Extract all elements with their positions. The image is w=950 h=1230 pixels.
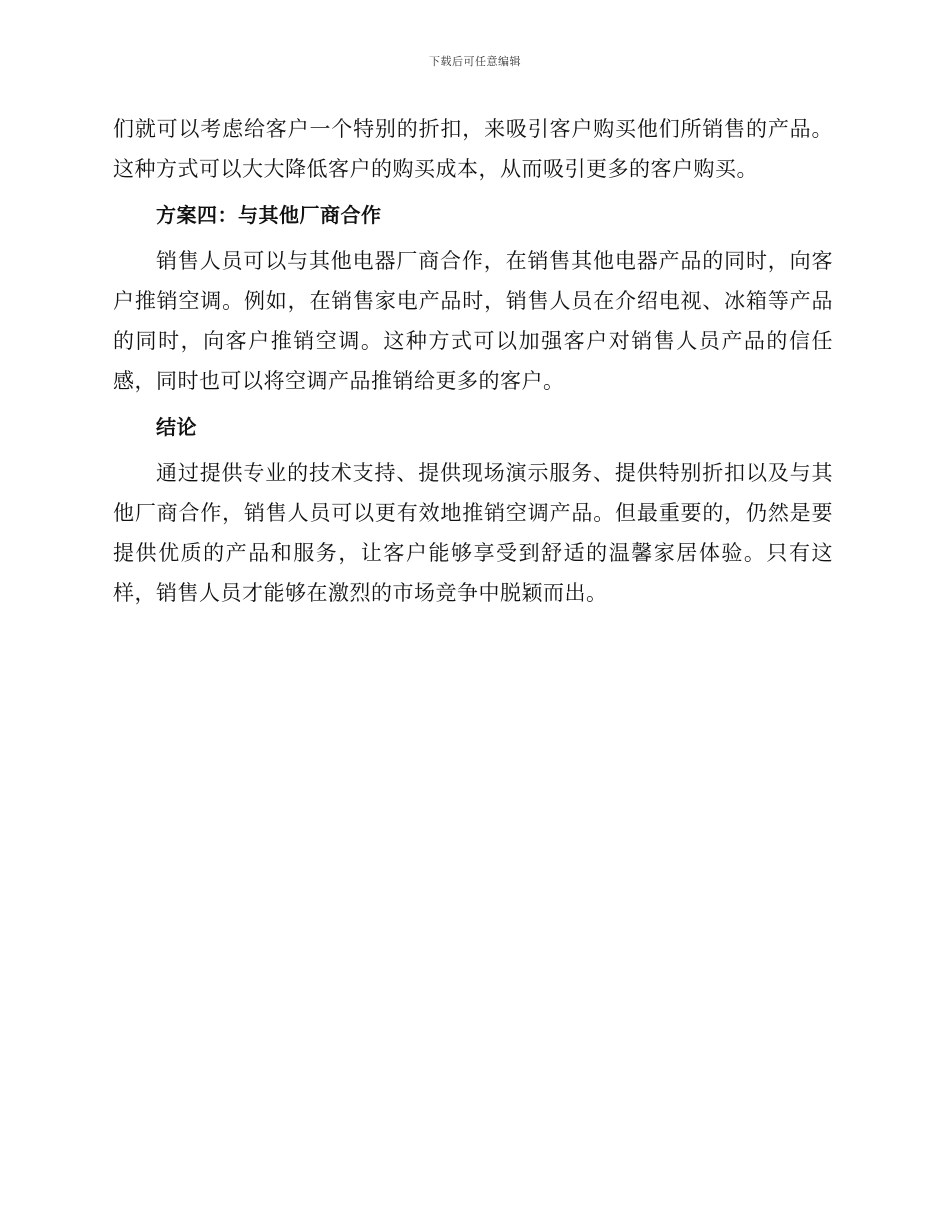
- heading-plan-four: 方案四：与其他厂商合作: [156, 203, 382, 227]
- document-body: [113, 109, 833, 613]
- heading-conclusion: 结论: [156, 415, 197, 439]
- page-header: 下载后可任意编辑: [429, 55, 521, 68]
- paragraph-plan-four: 销售人员可以与其他电器厂商合作，在销售其他电器产品的同时，向客户推销空调。例如，在销售家电产品时，销售人员在介绍电视、冰箱等产品的同时，向客户推销空调。这种方式可以加强客户对销售人员产品的信任感，同时也可以将空调产品推销给更多的客户。: [113, 249, 833, 393]
- paragraph-continued: 们就可以考虑给客户一个特别的折扣，来吸引客户购买他们所销售的产品。这种方式可以大大降低客户的购买成本，从而吸引更多的客户购买。: [113, 117, 833, 181]
- paragraph-conclusion: 通过提供专业的技术支持、提供现场演示服务、提供特别折扣以及与其他厂商合作，销售人员可以更有效地推销空调产品。但最重要的，仍然是要提供优质的产品和服务，让客户能够享受到舒适的温馨家居体验。只有这样，销售人员才能够在激烈的市场竞争中脱颖而出。: [113, 461, 833, 605]
